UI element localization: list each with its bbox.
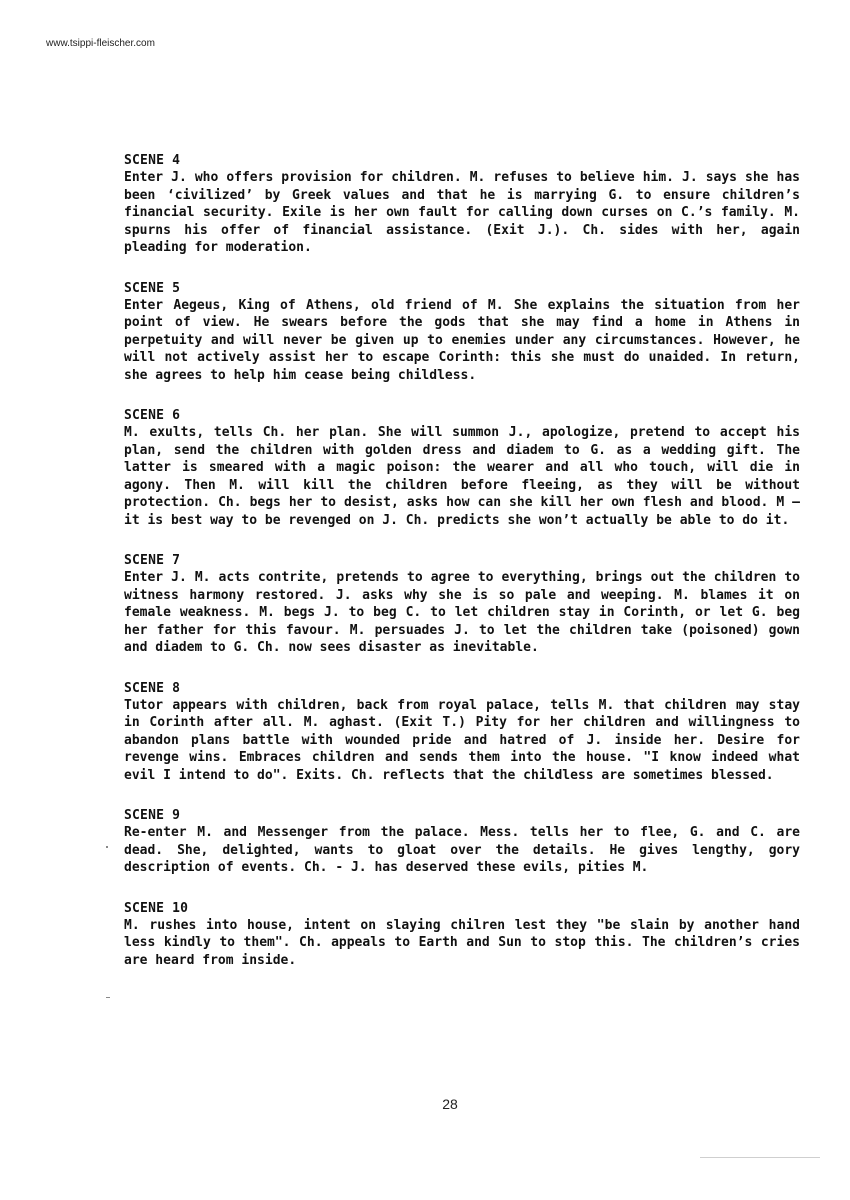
scene-heading: SCENE 5 bbox=[124, 280, 181, 296]
scene-block bbox=[124, 900, 800, 970]
scene-list bbox=[124, 152, 800, 969]
scene-description: Re-enter M. and Messenger from the palace. Mess. tells her to flee, G. and C. are dead. She, delighted, wants to gloat over the details. He gives lengthy, gory description of events. Ch. - J. has deserved these evils, pities M. bbox=[124, 825, 800, 875]
scene-description: Enter J. who offers provision for children. M. refuses to believe him. J. says she has been ‘civilized’ by Greek values and that he is marrying G. to ensure children’s financial security. Exile is her own fault for calling down curses on C.’s family. M. spurns his offer of financial assistance. (Exit J.). Ch. sides with her, again pleading for moderation. bbox=[124, 170, 800, 255]
scene-block bbox=[124, 152, 800, 257]
scan-speck bbox=[106, 846, 108, 848]
scene-description: M. exults, tells Ch. her plan. She will summon J., apologize, pretend to accept his plan, send the children with golden dress and diadem to G. as a wedding gift. The latter is smeared with a magic poison: the wearer and all who touch, will die in agony. Then M. will kill the children before fleeing, as they will be without protection. Ch. begs her to desist, asks how can she kill her own flesh and blood. M – it is best way to be revenged on J. Ch. predicts she won’t actually be able to do it. bbox=[124, 425, 800, 528]
scene-description: Tutor appears with children, back from royal palace, tells M. that children may stay in Corinth after all. M. aghast. (Exit T.) Pity for her children and willingness to abandon plans battle with wounded pride and hatred of J. inside her. Desire for revenge wins. Embraces children and sends them into the house. "I know indeed what evil I intend to do". Exits. Ch. reflects that the childless are sometimes blessed. bbox=[124, 697, 800, 783]
scene-heading: SCENE 4 bbox=[124, 153, 181, 168]
scene-description: Enter Aegeus, King of Athens, old friend of M. She explains the situation from her point of view. He swears before the gods that she may find a home in Athens in perpetuity and will never be given up to enemies under any circumstances. However, he will not actively assist her to escape Corinth: this she must do unaided. In return, she agrees to help him cease being childless. bbox=[124, 297, 800, 383]
scene-heading: SCENE 6 bbox=[124, 408, 181, 423]
scene-heading: SCENE 8 bbox=[124, 680, 181, 696]
scene-heading: SCENE 9 bbox=[124, 808, 181, 823]
scene-block bbox=[124, 407, 800, 529]
scene-heading: SCENE 7 bbox=[124, 553, 181, 568]
page-number: 28 bbox=[442, 1096, 458, 1112]
scene-heading: SCENE 10 bbox=[124, 900, 189, 916]
scene-description: Enter J. M. acts contrite, pretends to agree to everything, brings out the children to witness harmony restored. J. asks why she is so pale and weeping. M. blames it on female weakness. M. begs J. to beg C. to let children stay in Corinth, or let G. beg her father for this favour. M. persuades J. to let the children take (poisoned) gown and diadem to G. Ch. now sees disaster as inevitable. bbox=[124, 570, 800, 655]
scene-block bbox=[124, 280, 800, 385]
scan-line bbox=[700, 1157, 820, 1158]
scene-block bbox=[124, 680, 800, 785]
scene-description: M. rushes into house, intent on slaying chilren lest they "be slain by another hand less kindly to them". Ch. appeals to Earth and Sun to stop this. The children’s cries are heard from inside. bbox=[124, 917, 800, 968]
website-url: www.tsippi-fleischer.com bbox=[46, 38, 155, 49]
scene-block bbox=[124, 807, 800, 877]
scan-speck bbox=[106, 997, 110, 998]
scene-block bbox=[124, 552, 800, 657]
